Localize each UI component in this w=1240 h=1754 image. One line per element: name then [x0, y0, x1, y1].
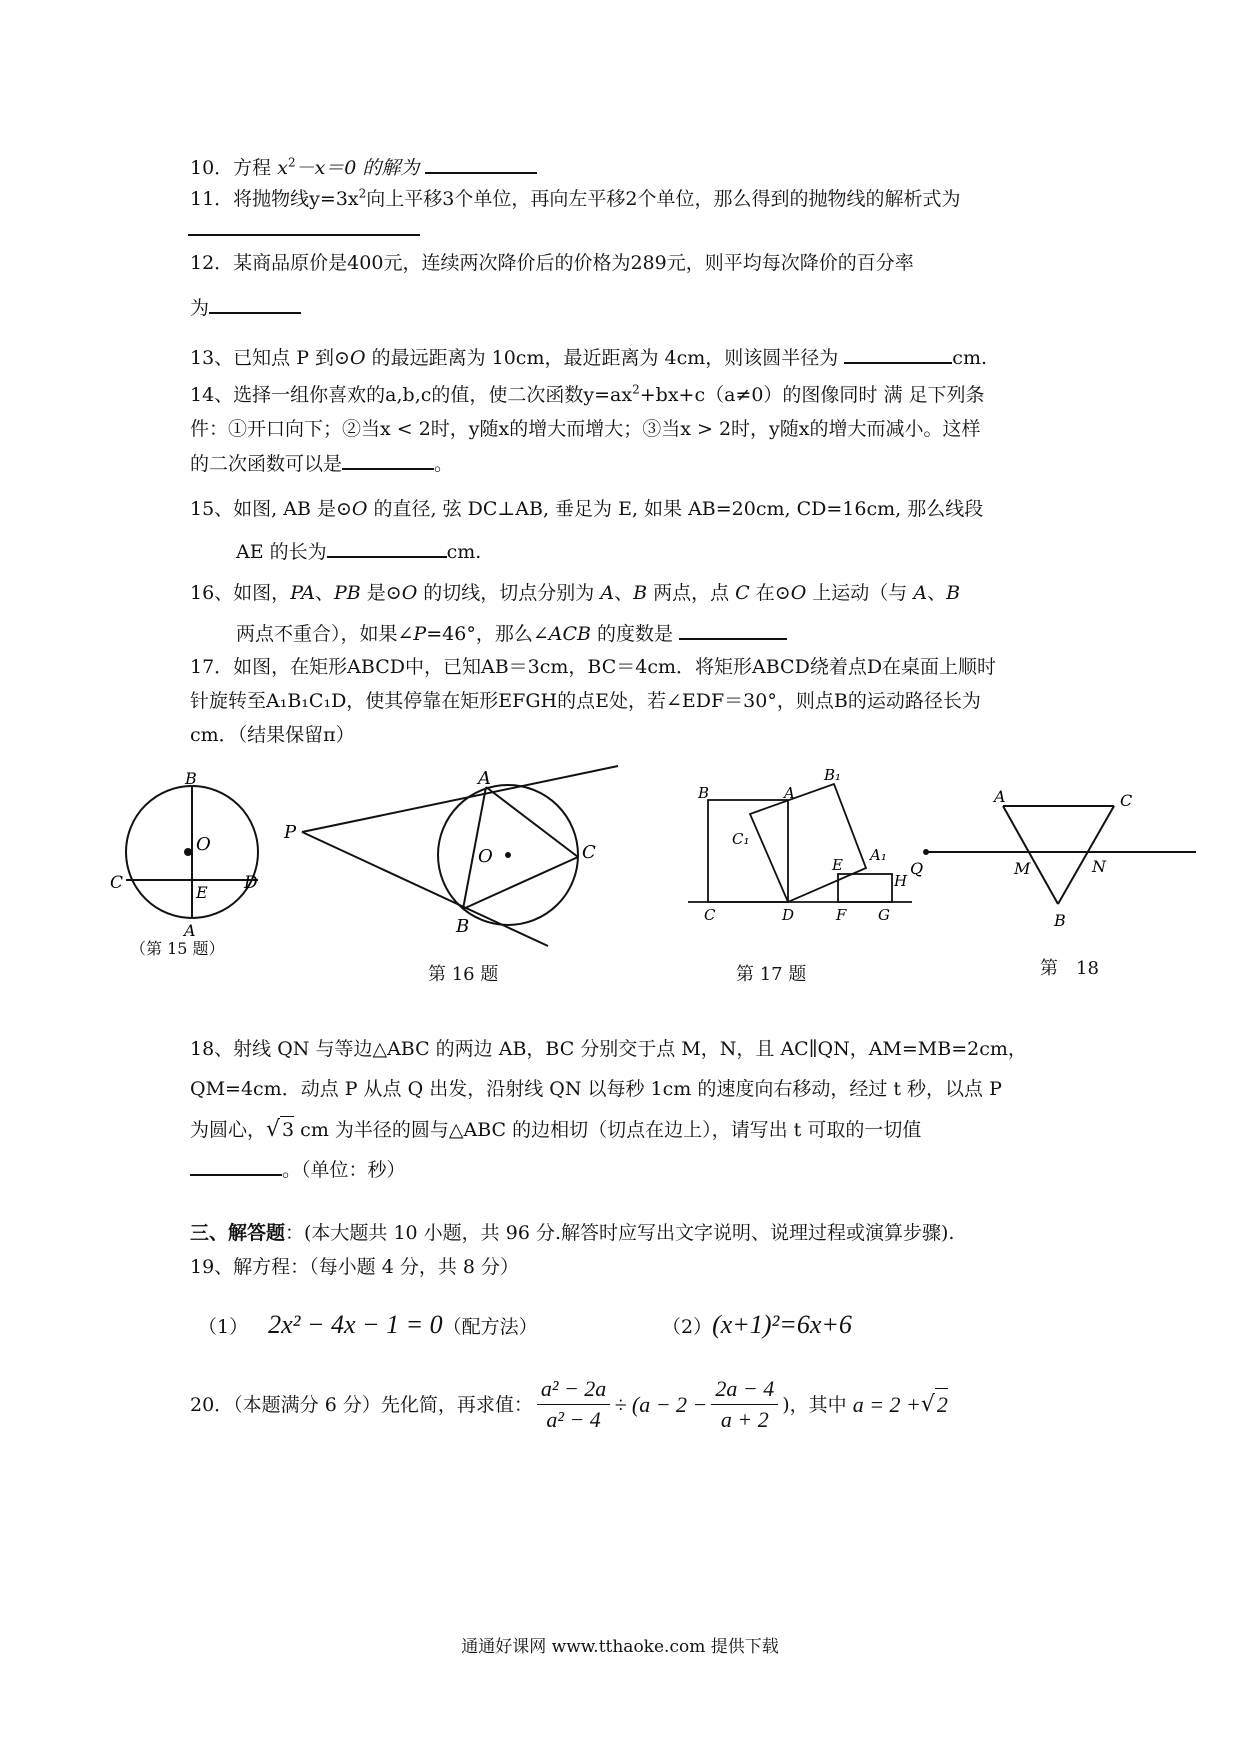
tangent-pb [302, 832, 548, 946]
question-19-part2: （2）(x+1)²=6x+6 [662, 1310, 852, 1339]
point-q [923, 849, 929, 855]
label-f: F [836, 906, 847, 924]
question-14-line3: 的二次函数可以是 。 [190, 450, 453, 477]
figure-18-caption: 第 18 [1040, 958, 1099, 979]
figure-16 [280, 760, 630, 950]
center-point [184, 848, 192, 856]
fraction-1: $\frac{\text{a² − 2a}}{\text{a² − 4}}$ [537, 1374, 610, 1435]
question-17-line2: 针旋转至A₁B₁C₁D，使其停靠在矩形EFGH的点E处，若∠EDF＝30°，则点B的运动路径长为 [190, 690, 981, 712]
question-18: 18、射线 QN 与等边△ABC 的两边 AB，BC 分别交于点 M，N，且 AC∥QN，AM=MB=2cm， [190, 1038, 1027, 1060]
figure-17 [684, 764, 914, 934]
label-o: O [196, 834, 211, 855]
label-n: N [1092, 857, 1106, 876]
label-b1: B₁ [824, 766, 842, 784]
question-12: 12．某商品原价是400元，连续两次降价后的价格为289元，则平均每次降价的百分率 [190, 252, 914, 274]
question-20: 20．（本题满分 6 分）先化简，再求值： $\frac{\text{a² − 2a}}{\text{a² − 4}}$ ÷ (a − 2 − $\frac{2a - 4}{a + 2}$ )，其中 a = 2 + √ 2 [190, 1374, 948, 1435]
question-15-line2: AE 的长为 cm. [236, 538, 481, 565]
label-b: B [456, 916, 470, 937]
label-e: E [832, 856, 843, 874]
answer-blank [188, 216, 420, 236]
question-15: 15、如图, AB 是⊙O 的直径, 弦 DC⊥AB, 垂足为 E, 如果 AB=20cm, CD=16cm, 那么线段 [190, 498, 984, 520]
question-12-line2: 为 [190, 294, 301, 321]
answer-blank [679, 620, 787, 640]
label-p: P [284, 822, 297, 843]
label-b: B [698, 784, 710, 802]
question-10: 10．方程 $x^2-x=0$ 的解为 [190, 154, 537, 181]
label-c1: C₁ [732, 830, 750, 848]
answer-blank [209, 294, 301, 314]
fraction-2: $\frac{2a - 4}{a + 2}$ [711, 1374, 778, 1435]
question-14: 14、选择一组你喜欢的a,b,c的值，使二次函数$y=ax^2+bx+c(a\ne 0)$的图像同时 满 足下列条 [190, 382, 985, 406]
label-e: E [196, 883, 208, 902]
answer-blank [190, 1156, 282, 1176]
figure-15 [108, 770, 268, 950]
question-19: 19、解方程：（每小题 4 分，共 8 分） [190, 1256, 520, 1278]
label-d: D [782, 906, 795, 924]
segment-ac [486, 787, 578, 857]
answer-blank [844, 344, 952, 364]
label-h: H [894, 872, 908, 890]
question-17-line3: cm．（结果保留π） [190, 724, 355, 746]
answer-blank [327, 538, 447, 558]
answer-blank [425, 154, 537, 174]
label-a: A [994, 787, 1006, 806]
rectangle-abcd [708, 800, 788, 902]
question-18-line2: QM=4cm．动点 P 从点 Q 出发，沿射线 QN 以每秒 1cm 的速度向右移动，经过 t 秒，以点 P [190, 1078, 1002, 1100]
question-18-line4: 。（单位：秒） [190, 1156, 406, 1183]
label-c: C [704, 906, 716, 924]
center-point [505, 852, 511, 858]
question-18-line3: 为圆心，√ 3 cm 为半径的圆与△ABC 的边相切（切点在边上），请写出 t 可取的一切值 [190, 1117, 922, 1142]
rectangle-a1b1c1d [750, 784, 866, 902]
question-14-line2: 件：①开口向下；②当x < 2时，y随x的增大而增大；③当x > 2时，y随x的增大而减小。这样 [190, 418, 981, 440]
answer-blank [342, 450, 434, 470]
label-b: B [1054, 911, 1066, 930]
label-a: A [184, 921, 196, 940]
label-m: M [1014, 859, 1031, 878]
label-c: C [1120, 791, 1133, 810]
question-11: 11．将抛物线$y=3x^2$向上平移3个单位，再向左平移2个单位，那么得到的抛物线的解析式为 [190, 186, 961, 210]
side-bc [1058, 806, 1114, 904]
rectangle-efgh [838, 874, 892, 902]
figure-16-caption: 第 16 题 [428, 964, 499, 985]
figure-18 [910, 782, 1200, 942]
question-13: 13、已知点 P 到⊙O 的最远距离为 10cm，最近距离为 4cm，则该圆半径为 cm. [190, 344, 987, 371]
question-19-part1: （1） 2x² − 4x − 1 = 0（配方法） [198, 1310, 538, 1339]
label-c: C [110, 873, 124, 893]
label-a1: A₁ [870, 846, 887, 864]
question-11-blank [188, 216, 420, 243]
label-d: D [244, 873, 258, 893]
label-g: G [878, 906, 890, 924]
question-16: 16、如图，PA、PB 是⊙O 的切线，切点分别为 A、B 两点，点 C 在⊙O 上运动（与 A、B [190, 582, 961, 604]
label-c: C [582, 842, 596, 863]
figure-15-caption: （第 15 题） [130, 939, 225, 958]
label-b: B [185, 770, 197, 788]
label-a: A [478, 768, 491, 789]
label-a: A [784, 784, 795, 802]
question-17: 17．如图，在矩形ABCD中，已知AB＝3cm，BC＝4cm．将矩形ABCD绕着点D在桌面上顺时 [190, 656, 997, 678]
label-q: Q [910, 859, 924, 878]
figure-17-caption: 第 17 题 [736, 964, 807, 985]
question-16-line2: 两点不重合），如果∠P=46°，那么∠ACB 的度数是 [236, 620, 787, 647]
side-ab [1003, 806, 1058, 904]
section-3-heading: 三、解答题：(本大题共 10 小题，共 96 分.解答时应写出文字说明、说理过程或演算步骤). [190, 1222, 955, 1244]
page-footer: 通通好课网 www.tthaoke.com 提供下载 [461, 1637, 779, 1657]
label-o: O [478, 846, 493, 867]
